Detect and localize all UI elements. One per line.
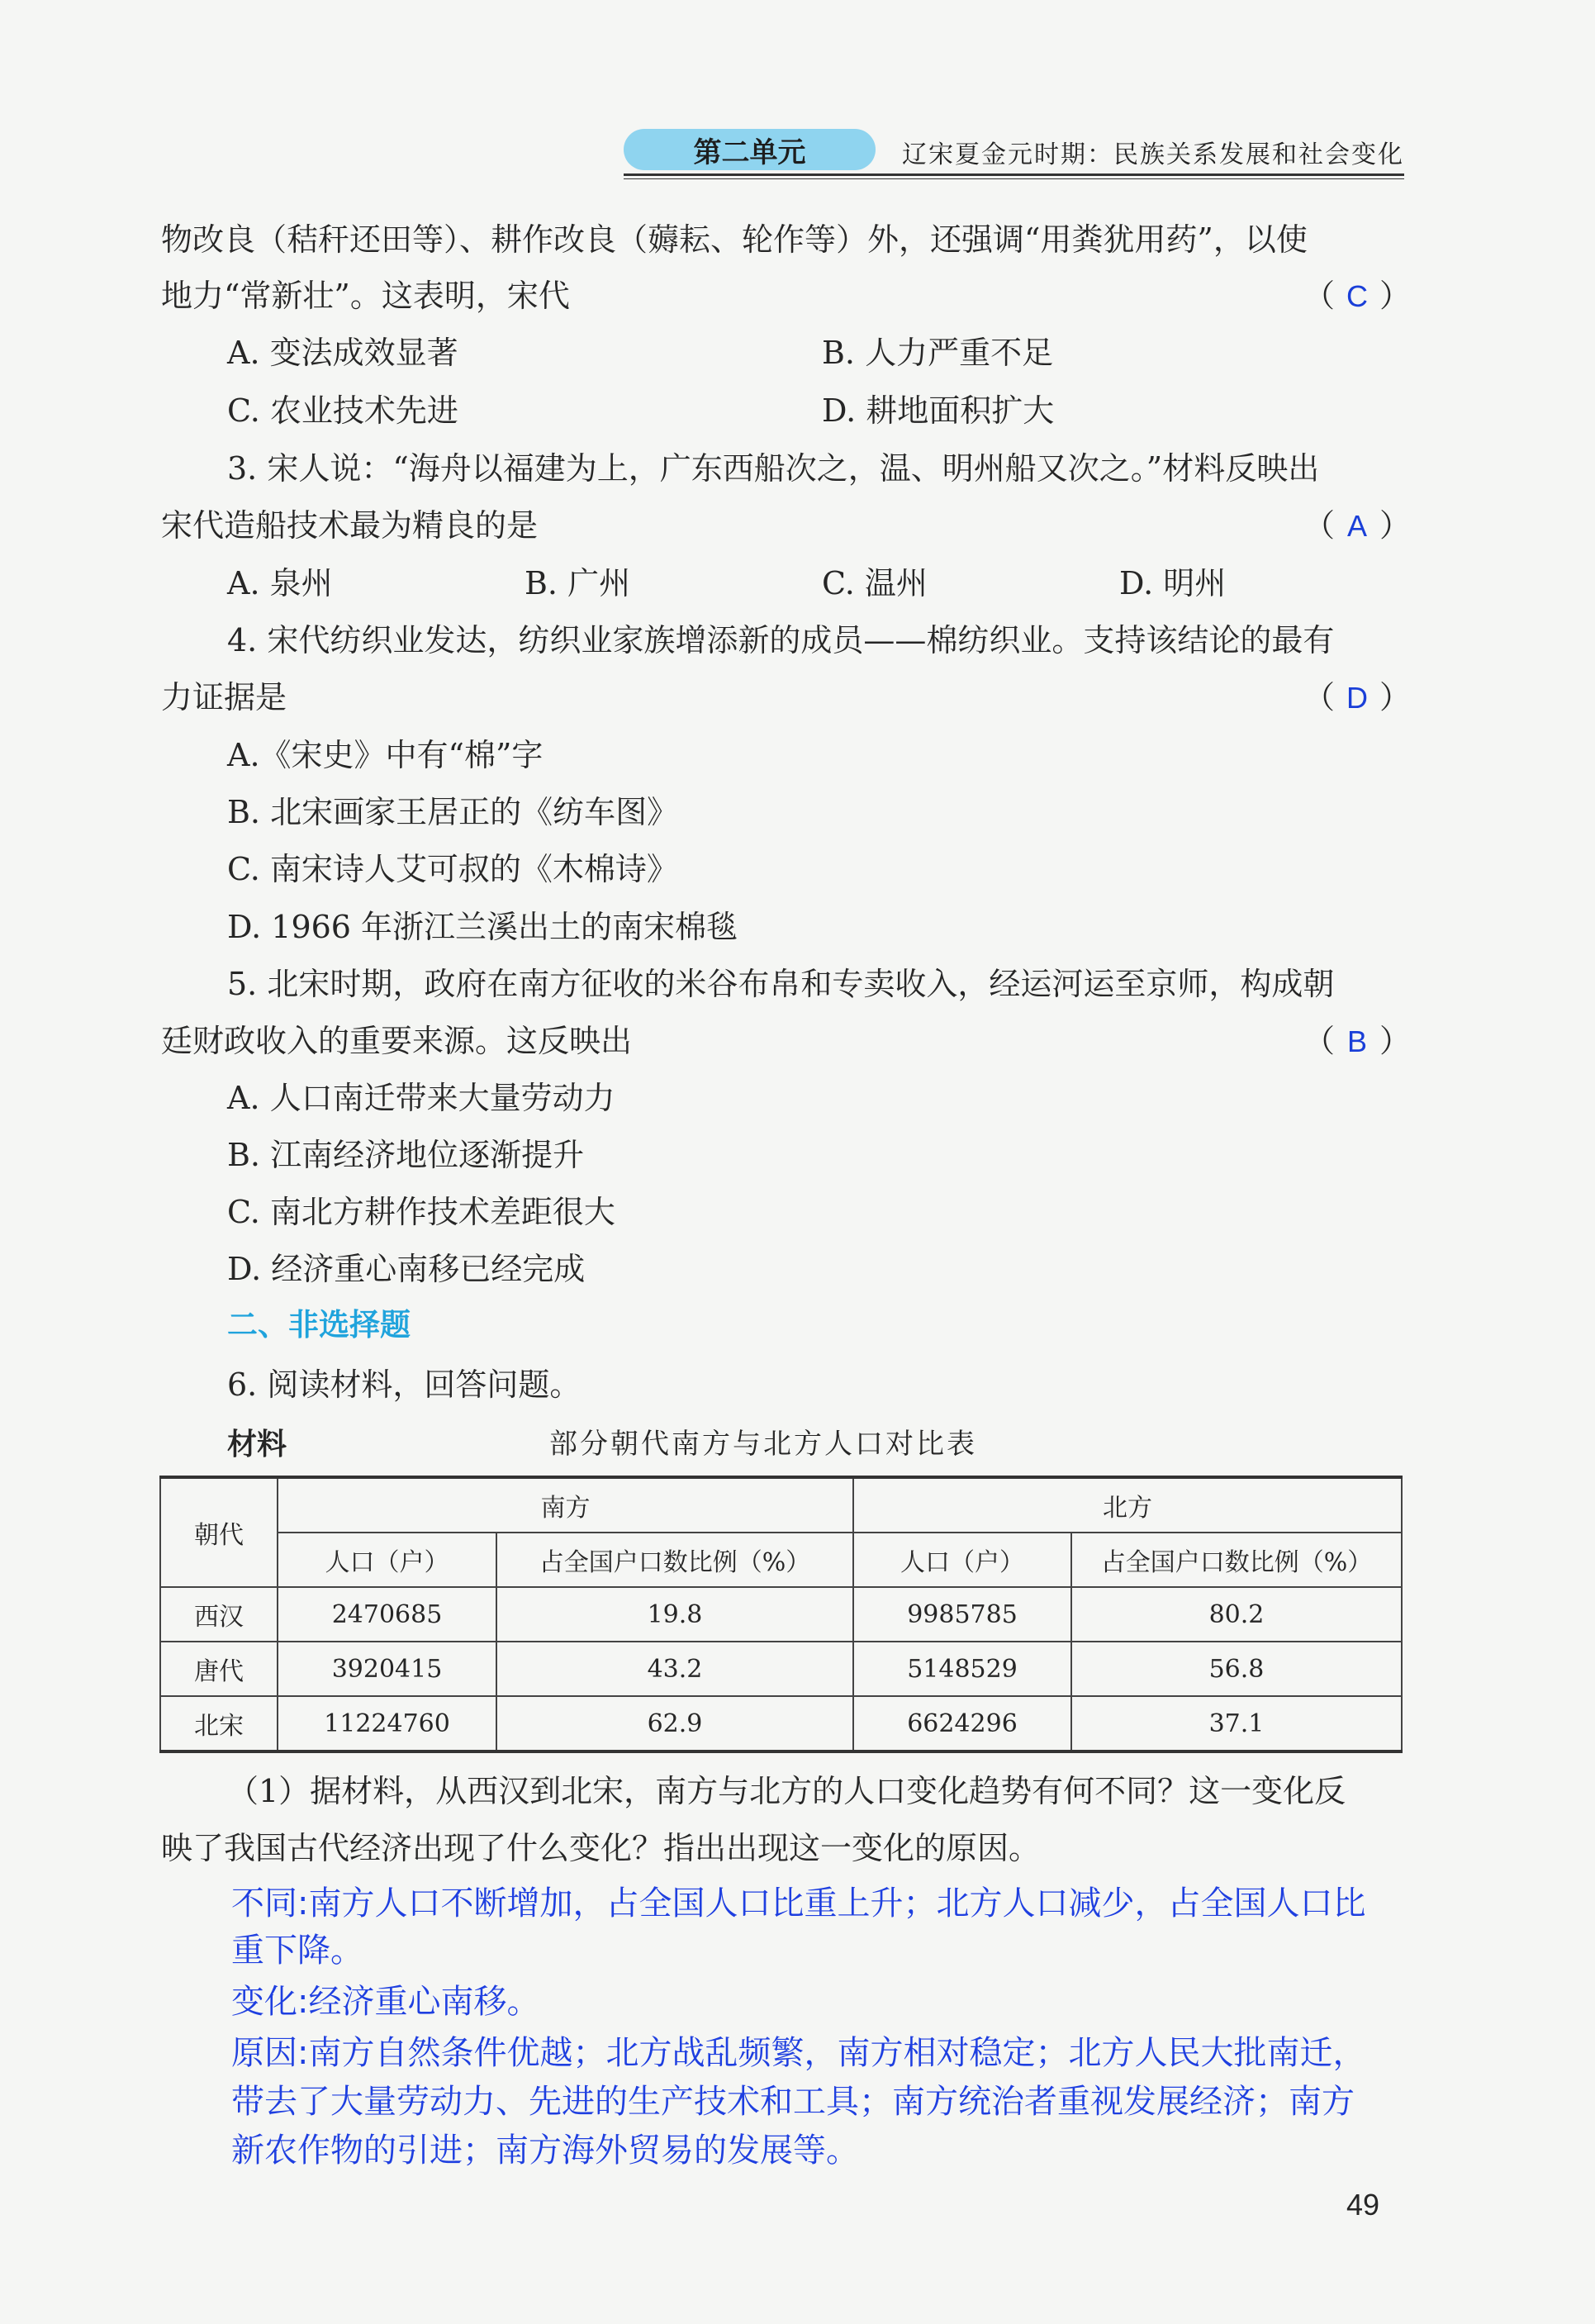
cell-south-pop: 3920415 (278, 1642, 496, 1696)
q4-option-d: D. 1966 年浙江兰溪出土的南宋棉毯 (227, 909, 738, 945)
header-south-pop: 人口（户） (278, 1533, 496, 1587)
q3-option-c: C. 温州 (822, 565, 928, 601)
q4-answer-bracket: （ D ） (1303, 677, 1403, 718)
cell-north-ratio: 37.1 (1071, 1696, 1402, 1751)
q2-option-d: D. 耕地面积扩大 (822, 392, 1055, 429)
cell-north-ratio: 80.2 (1071, 1587, 1402, 1642)
q4-answer: D (1346, 681, 1369, 715)
q5-option-c: C. 南北方耕作技术差距很大 (227, 1194, 615, 1230)
q4-line1: 4. 宋代纺织业发达，纺织业家族增添新的成员——棉纺织业。支持该结论的最有 (227, 622, 1335, 658)
q2-option-c: C. 农业技术先进 (227, 392, 458, 429)
q5-answer-bracket: （ B ） (1303, 1021, 1403, 1062)
q5-option-a: A. 人口南迁带来大量劳动力 (227, 1080, 615, 1116)
cell-south-pop: 11224760 (278, 1696, 496, 1751)
q4-option-b: B. 北宋画家王居正的《纺车图》 (227, 794, 679, 830)
answer-line: 原因:南方自然条件优越；北方战乱频繁，南方相对稳定；北方人民大批南迁， (231, 2034, 1366, 2072)
table-row (160, 1642, 1402, 1696)
q3-answer-bracket: （ A ） (1303, 506, 1403, 546)
unit-badge: 第二单元 (624, 129, 876, 170)
header-north: 北方 (853, 1477, 1402, 1533)
q2-line1: 物改良（秸秆还田等）、耕作改良（薅耘、轮作等）外，还强调“用粪犹用药”，以使 (161, 221, 1308, 258)
q3-option-a: A. 泉州 (227, 565, 333, 601)
q5-option-d: D. 经济重心南移已经完成 (227, 1251, 586, 1287)
answer-line: 带去了大量劳动力、先进的生产技术和工具；南方统治者重视发展经济；南方 (231, 2083, 1355, 2121)
q3-line2: 宋代造船技术最为精良的是 (161, 507, 539, 544)
table-title: 部分朝代南方与北方人口对比表 (549, 1428, 977, 1461)
q4-option-c: C. 南宋诗人艾可叔的《木棉诗》 (227, 851, 678, 887)
header-rule (624, 173, 1404, 176)
q6-intro: 6. 阅读材料，回答问题。 (227, 1366, 582, 1403)
header-south-ratio: 占全国户口数比例（%） (496, 1533, 853, 1587)
answer-line: 变化:经济重心南移。 (231, 1983, 540, 2021)
answer-line: 新农作物的引进；南方海外贸易的发展等。 (231, 2132, 859, 2170)
table-row (160, 1587, 1402, 1642)
page-number: 49 (1346, 2188, 1380, 2222)
table-row (160, 1696, 1402, 1751)
q3-option-d: D. 明州 (1119, 565, 1227, 601)
q2-option-b: B. 人力严重不足 (822, 335, 1054, 371)
q6-sub1-line2: 映了我国古代经济出现了什么变化？指出出现这一变化的原因。 (161, 1830, 1041, 1866)
answer-line: 不同:南方人口不断增加，占全国人口比重上升；北方人口减少，占全国人口比 (231, 1884, 1366, 1922)
header-north-ratio: 占全国户口数比例（%） (1071, 1533, 1402, 1587)
q4-line2: 力证据是 (161, 679, 287, 715)
header-dynasty: 朝代 (160, 1477, 278, 1587)
cell-north-ratio: 56.8 (1071, 1642, 1402, 1696)
cell-south-ratio: 62.9 (496, 1696, 853, 1751)
cell-north-pop: 6624296 (853, 1696, 1071, 1751)
cell-south-pop: 2470685 (278, 1587, 496, 1642)
q5-answer: B (1347, 1024, 1368, 1058)
q5-line1: 5. 北宋时期，政府在南方征收的米谷布帛和专卖收入，经运河运至京师，构成朝 (227, 966, 1335, 1002)
page-header (624, 126, 1404, 175)
q2-answer-bracket: （ C ） (1303, 276, 1403, 316)
q2-line2: 地力“常新壮”。这表明，宋代 (161, 278, 570, 314)
cell-north-pop: 9985785 (853, 1587, 1071, 1642)
section-title-non-choice: 二、非选择题 (227, 1307, 411, 1343)
q3-answer: A (1347, 509, 1368, 543)
table-header-row (160, 1477, 1402, 1533)
header-south: 南方 (278, 1477, 853, 1533)
q2-answer: C (1346, 279, 1369, 313)
q4-option-a: A.《宋史》中有“棉”字 (227, 737, 544, 773)
table-subheader-row (160, 1533, 1402, 1587)
population-table (159, 1476, 1403, 1753)
cell-dynasty: 北宋 (160, 1696, 278, 1751)
cell-north-pop: 5148529 (853, 1642, 1071, 1696)
cell-dynasty: 唐代 (160, 1642, 278, 1696)
header-rule-thin (624, 178, 1404, 179)
unit-title: 辽宋夏金元时期：民族关系发展和社会变化 (902, 140, 1404, 169)
material-label: 材料 (227, 1428, 287, 1461)
answer-line: 重下降。 (231, 1932, 363, 1970)
q5-line2: 廷财政收入的重要来源。这反映出 (161, 1023, 633, 1059)
q3-line1: 3. 宋人说：“海舟以福建为上，广东西船次之，温、明州船又次之。”材料反映出 (227, 450, 1320, 487)
q6-sub1-line1: （1）据材料，从西汉到北宋，南方与北方的人口变化趋势有何不同？这一变化反 (227, 1773, 1346, 1809)
cell-south-ratio: 43.2 (496, 1642, 853, 1696)
q2-option-a: A. 变法成效显著 (227, 335, 458, 371)
header-north-pop: 人口（户） (853, 1533, 1071, 1587)
cell-south-ratio: 19.8 (496, 1587, 853, 1642)
q5-option-b: B. 江南经济地位逐渐提升 (227, 1137, 585, 1173)
q3-option-b: B. 广州 (525, 565, 631, 601)
cell-dynasty: 西汉 (160, 1587, 278, 1642)
